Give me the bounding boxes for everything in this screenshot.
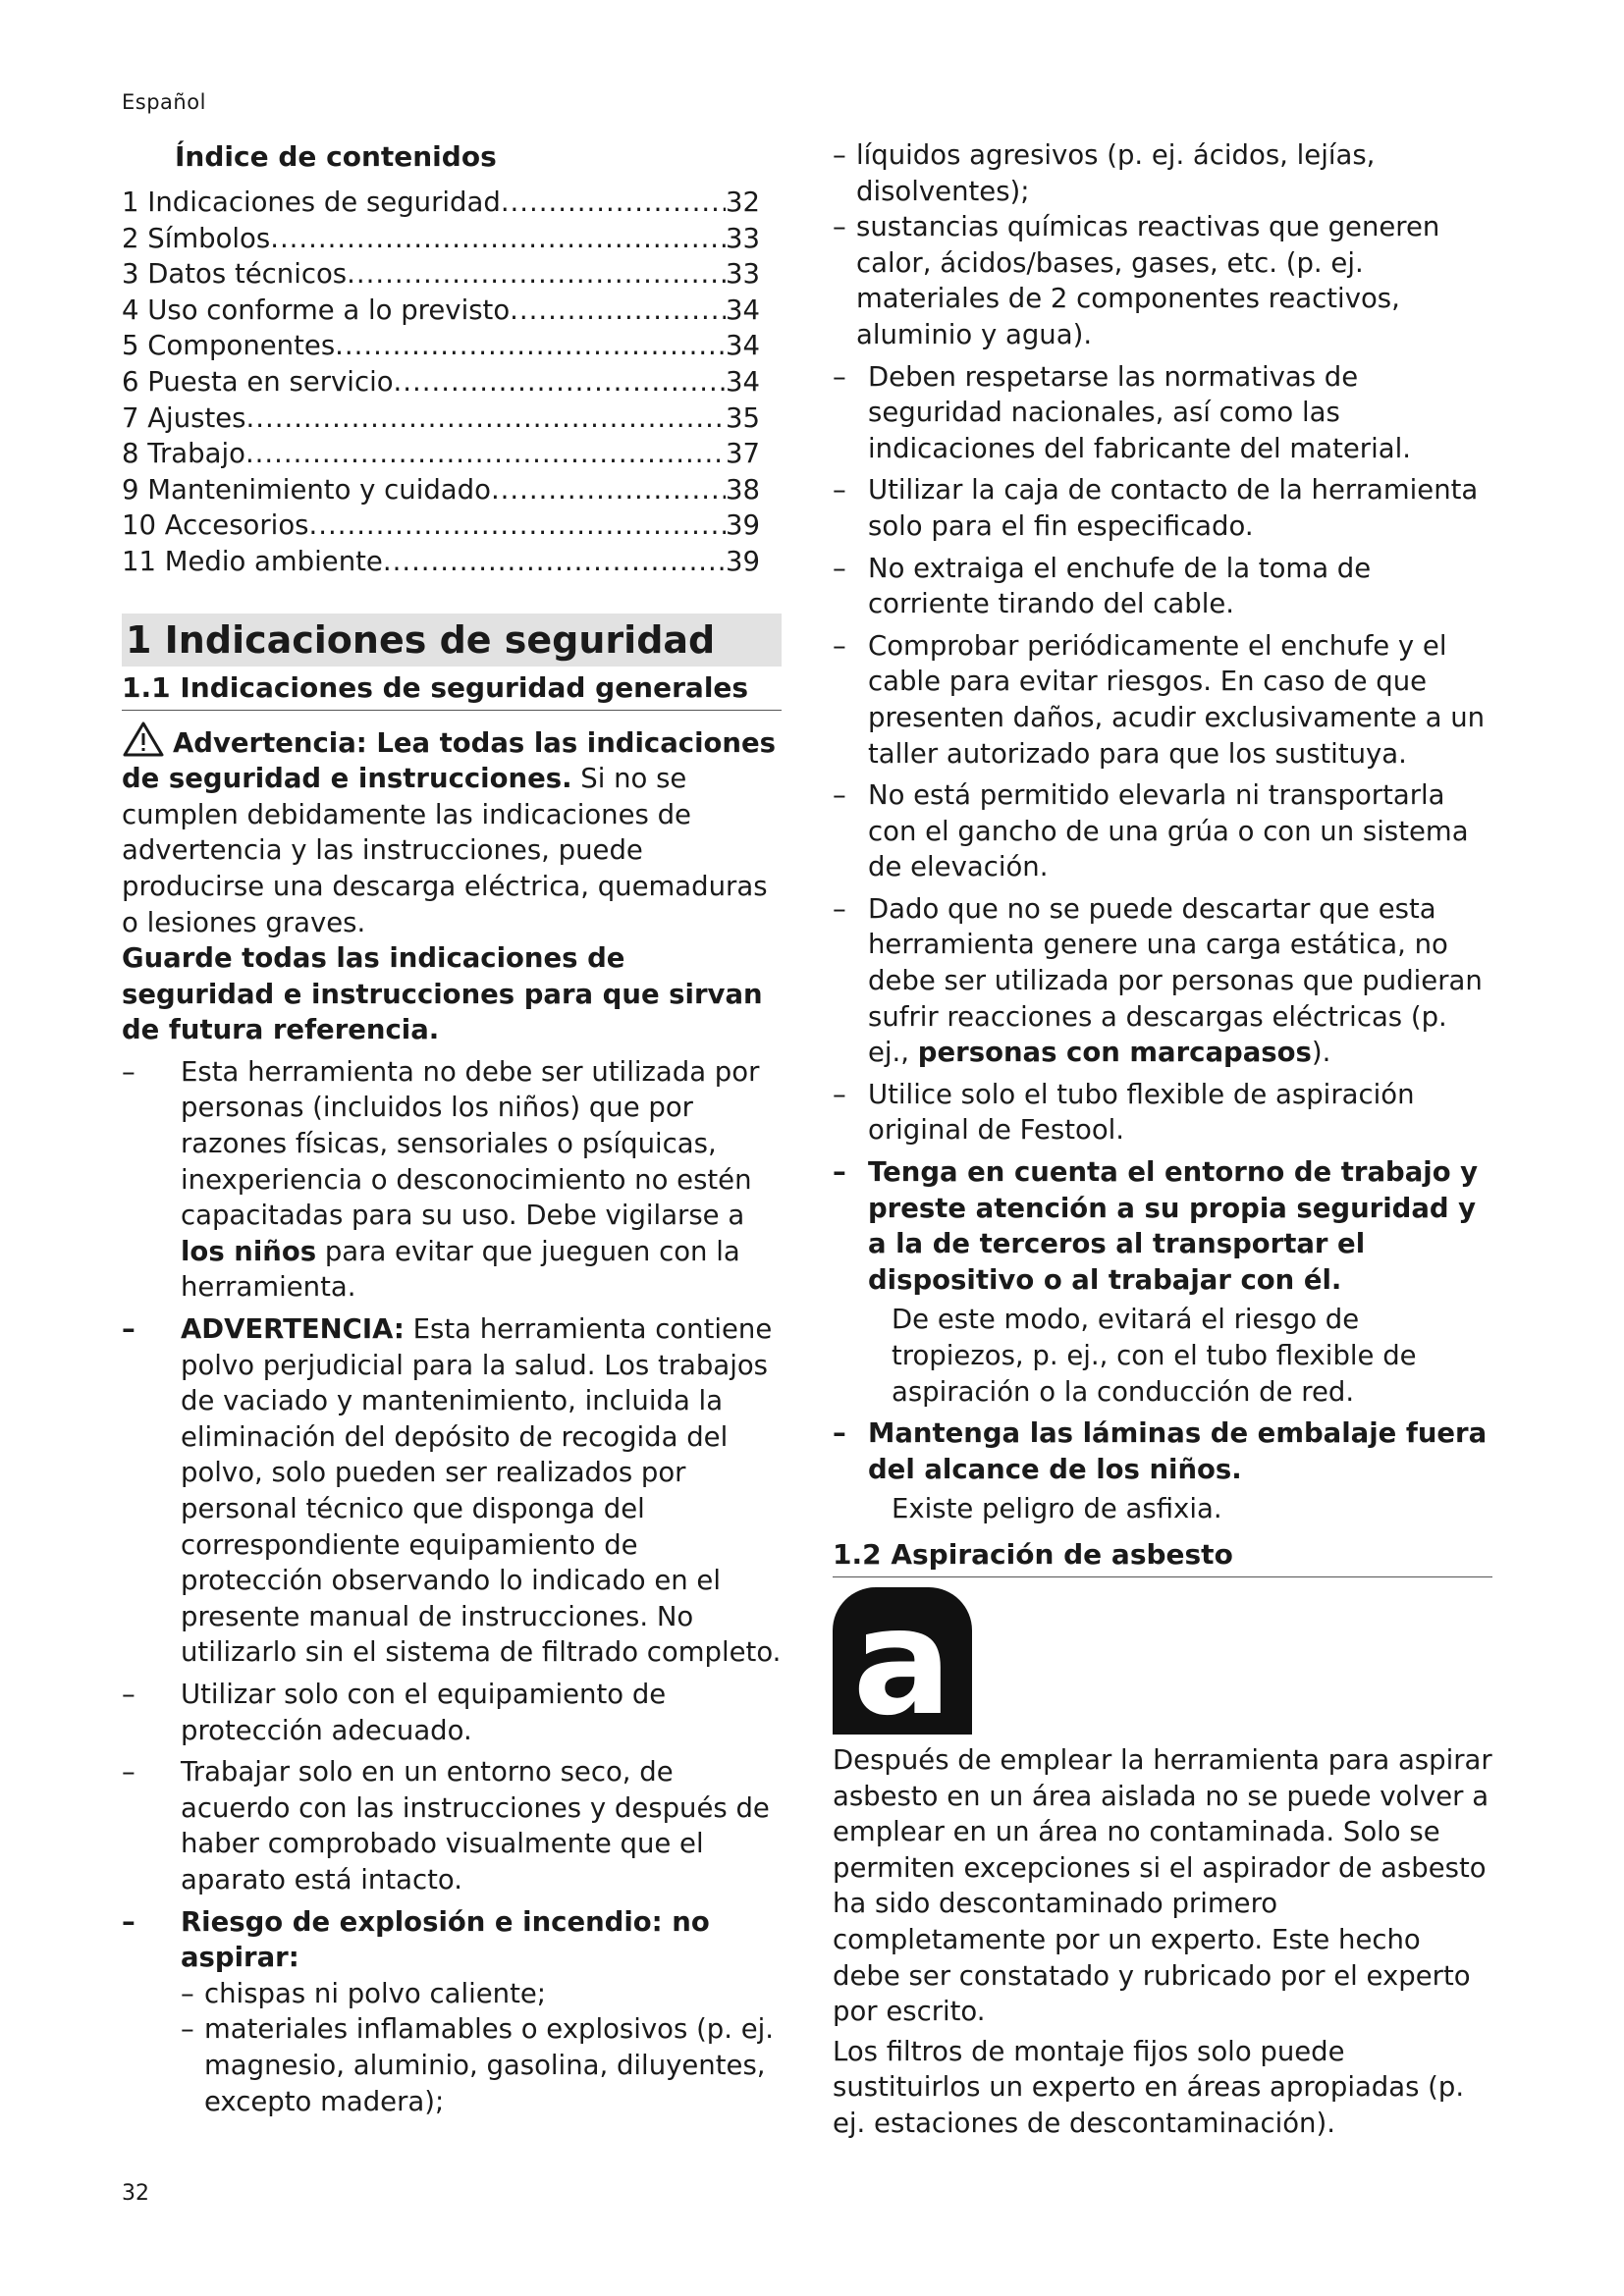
- toc-entry-page: 39: [726, 509, 760, 542]
- table-of-contents: [122, 185, 782, 580]
- warning-triangle-icon: [122, 721, 165, 758]
- toc-leader-dots: [394, 364, 726, 400]
- sub-list-item: – sustancias químicas reactivas que generen calor, ácidos/bases, gases, etc. (p. ej. materiales de 2 componentes reactivos, aluminio y agua).: [833, 211, 1440, 350]
- advertencia-label: ADVERTENCIA:: [181, 1313, 405, 1346]
- list-item: – Deben respetarse las normativas de seguridad nacionales, así como las indicaciones del fabricante del material.: [833, 360, 1411, 464]
- toc-entry-page: 34: [726, 365, 760, 398]
- toc-entry: [122, 472, 782, 508]
- list-item-note: De este modo, evitará el riesgo de tropiezos, p. ej., con el tubo flexible de aspiración o la conducción de red.: [892, 1304, 1417, 1408]
- toc-entry: [122, 221, 782, 257]
- toc-entry-title: 7 Ajustes: [122, 401, 246, 434]
- toc-entry-page: 34: [726, 330, 760, 362]
- toc-entry-page: 33: [726, 222, 760, 254]
- asbestos-paragraph: Los filtros de montaje fijos solo puede sustituirlos un experto en áreas apropiadas (p. ej. estaciones de descontaminación).: [833, 2035, 1465, 2139]
- toc-entry: [122, 507, 782, 544]
- list-item: – No está permitido elevarla ni transportarla con el gancho de una grúa o con un sistema de elevación.: [833, 779, 1469, 883]
- toc-entry-title: 1 Indicaciones de seguridad: [122, 187, 501, 218]
- section-heading: 1 Indicaciones de seguridad: [122, 614, 782, 667]
- toc-entry: [122, 364, 782, 400]
- sub-list-item: – materiales inflamables o explosivos (p. ej. magnesio, aluminio, gasolina, diluyentes, excepto madera);: [181, 2013, 775, 2117]
- keep-instructions: Guarde todas las indicaciones de seguridad e instrucciones para que sirvan de futura referencia.: [122, 942, 763, 1046]
- toc-entry: [122, 293, 782, 329]
- svg-text:a: a: [852, 1586, 952, 1735]
- toc-entry-title: 6 Puesta en servicio: [122, 365, 394, 398]
- warning-paragraph: [122, 721, 782, 941]
- asbestos-paragraph: Después de emplear la herramienta para aspirar asbesto en un área aislada no se puede volver a emplear en un área no contaminada. Solo se permiten excepciones si el aspirador de asbesto ha sido descontaminado primero completamente por un experto. Este hecho debe ser constatado y rubricado por el experto por escrito.: [833, 1743, 1492, 2028]
- toc-leader-dots: [308, 507, 726, 544]
- subsection-heading: 1.1 Indicaciones de seguridad generales: [122, 667, 782, 711]
- list-item: – Utilice solo el tubo flexible de aspiración original de Festool.: [833, 1078, 1415, 1147]
- list-item: – Mantenga las láminas de embalaje fuera del alcance de los niños.: [833, 1417, 1488, 1485]
- toc-entry-page: 32: [726, 187, 760, 218]
- list-item: – Utilizar la caja de contacto de la herramienta solo para el fin especificado.: [833, 474, 1479, 542]
- toc-entry-title: 8 Trabajo: [122, 438, 245, 470]
- toc-entry-page: 39: [726, 545, 760, 577]
- toc-entry-title: 3 Datos técnicos: [122, 258, 348, 291]
- toc-entry-title: 10 Accesorios: [122, 509, 309, 542]
- toc-leader-dots: [347, 256, 726, 293]
- language-label: Español: [122, 90, 206, 114]
- toc-entry-page: 37: [726, 438, 760, 470]
- toc-entry: [122, 328, 782, 364]
- toc-entry: [122, 256, 782, 293]
- warning-lead: Advertencia: Lea todas las indicaciones de seguridad e instrucciones.: [122, 726, 776, 795]
- toc-entry-page: 33: [726, 258, 760, 291]
- toc-entry: [122, 436, 782, 472]
- toc-entry: [122, 544, 782, 580]
- toc-entry-title: 2 Símbolos: [122, 222, 271, 254]
- toc-entry-title: 5 Componentes: [122, 330, 336, 362]
- toc-leader-dots: [245, 436, 726, 472]
- right-column: [833, 137, 1492, 2142]
- toc-entry-page: 35: [726, 401, 760, 434]
- list-item: – Comprobar periódicamente el enchufe y el cable para evitar riesgos. En caso de que presenten daños, acudir exclusivamente a un taller autorizado para que los sustituya.: [833, 629, 1486, 770]
- list-item: – Trabajar solo en un entorno seco, de acuerdo con las instrucciones y después de haber comprobado visualmente que el aparato está intacto.: [122, 1756, 770, 1896]
- warning-text: Si no se cumplen debidamente las indicaciones de advertencia y las instrucciones, puede producirse una descarga eléctrica, quemaduras o lesiones graves.: [122, 763, 768, 938]
- list-item: – Riesgo de explosión e incendio: no aspirar:: [122, 1905, 710, 1974]
- toc-entry-title: 9 Mantenimiento y cuidado: [122, 473, 491, 506]
- toc-entry-title: 4 Uso conforme a lo previsto: [122, 294, 511, 326]
- list-item-note: Existe peligro de asfixia.: [892, 1493, 1222, 1525]
- toc-leader-dots: [335, 328, 726, 364]
- toc-entry: [122, 185, 782, 221]
- toc-entry-title: 11 Medio ambiente: [122, 545, 383, 577]
- toc-entry-page: 38: [726, 473, 760, 506]
- page-number: 32: [122, 2181, 149, 2206]
- subsection-heading: 1.2 Aspiración de asbesto: [833, 1533, 1492, 1577]
- toc-leader-dots: [245, 400, 726, 437]
- toc-leader-dots: [270, 221, 726, 257]
- toc-leader-dots: [501, 185, 726, 221]
- sub-list-item: – chispas ni polvo caliente;: [181, 1977, 547, 2009]
- toc-leader-dots: [383, 544, 726, 580]
- toc-entry: [122, 400, 782, 437]
- sub-list-item: – líquidos agresivos (p. ej. ácidos, lejías, disolventes);: [833, 139, 1376, 207]
- list-item: – Utilizar solo con el equipamiento de protección adecuado.: [122, 1678, 667, 1746]
- list-item: – Dado que no se puede descartar que esta herramienta genere una carga estática, no debe ser utilizada por personas que pudieran sufrir reacciones a descargas eléctricas (p. ej., personas con marcapasos).: [833, 892, 1483, 1069]
- asbestos-symbol-icon: [833, 1587, 972, 1735]
- toc-title: Índice de contenidos: [175, 140, 497, 173]
- list-item: – Esta herramienta no debe ser utilizada por personas (incluidos los niños) que por razones físicas, sensoriales o psíquicas, inexperiencia o desconocimiento no estén capacitadas para su uso. Debe vigilarse a los niños para evitar que jueguen con la herramienta.: [122, 1055, 760, 1304]
- list-item: – No extraiga el enchufe de la toma de corriente tirando del cable.: [833, 552, 1372, 620]
- toc-leader-dots: [491, 472, 726, 508]
- list-item: – Tenga en cuenta el entorno de trabajo y preste atención a su propia seguridad y a la de terceros al transportar el dispositivo o al trabajar con él.: [833, 1156, 1479, 1296]
- list-item: – ADVERTENCIA: Esta herramienta contiene polvo perjudicial para la salud. Los trabajos de vaciado y mantenimiento, incluida la eliminación del depósito de recogida del polvo, solo pueden ser realizados por personal técnico que disponga del correspondiente equipamiento de protección observando lo indicado en el presente manual de instrucciones. No utilizarlo sin el sistema de filtrado completo.: [122, 1313, 782, 1669]
- toc-entry-page: 34: [726, 294, 760, 326]
- left-column: [122, 137, 782, 2119]
- toc-leader-dots: [510, 293, 726, 329]
